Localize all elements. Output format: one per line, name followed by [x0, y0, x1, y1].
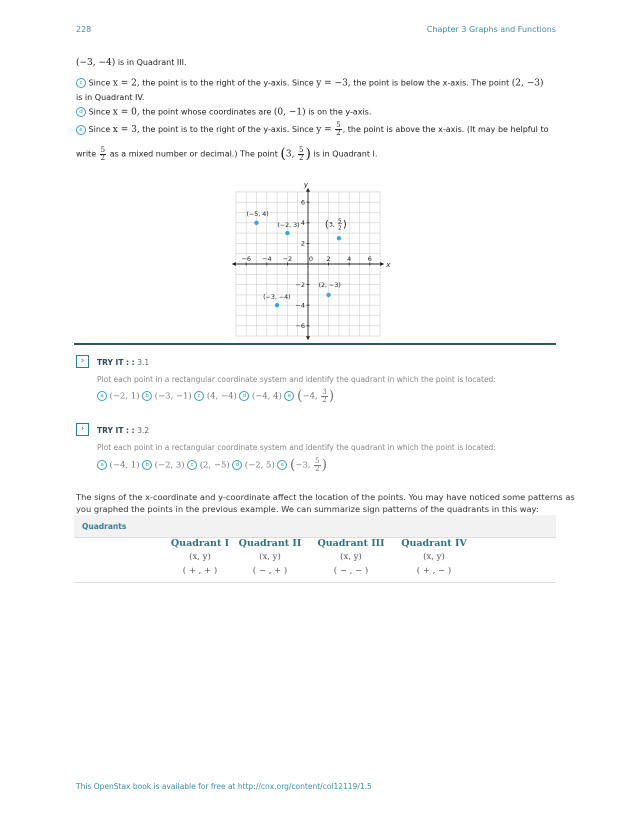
fraction-numerator: 5 — [315, 456, 320, 465]
marker-e-icon: e — [284, 391, 294, 401]
fraction-denominator: 2 — [322, 395, 327, 404]
try-it-number: 3.2 — [137, 426, 150, 435]
graph-point — [285, 231, 289, 235]
footer-text: This OpenStax book is available for free at http://cnx.org/content/col12119/1.5 — [76, 782, 372, 791]
solution-text: is on the y-axis. — [308, 107, 372, 117]
try-it-label — [97, 426, 149, 435]
solution-text: the point is below the x-axis. The point — [353, 78, 510, 88]
y-tick-label: 6 — [300, 198, 305, 207]
quadrant-coords: (x, y) — [259, 552, 281, 562]
point-label-x: 3, — [328, 221, 335, 229]
fraction-denominator: 2 — [100, 153, 106, 162]
marker-a-icon: a — [97, 391, 107, 401]
quadrant-coords: (x, y) — [189, 552, 211, 562]
x-axis-arrow-icon — [232, 262, 236, 266]
quadrants-table-title: Quadrants — [82, 522, 127, 531]
y-tick-label: 2 — [300, 239, 305, 248]
solution-text: is in Quadrant I. — [313, 149, 378, 159]
solution-d-line — [76, 107, 371, 118]
x-tick-label: −4 — [262, 255, 272, 263]
solution-text: the point is to the right of the y-axis. Since — [142, 125, 314, 134]
solution-text: write — [76, 149, 97, 159]
try-item-value: (−3, −1) — [154, 391, 192, 402]
try-item-value: (−4, 1) — [109, 460, 140, 471]
try-item-value: (−2, 3) — [154, 460, 185, 471]
fraction — [100, 147, 106, 162]
try-it-title: TRY IT : : — [97, 426, 135, 435]
math-expression: x = 0, — [112, 107, 140, 118]
solution-c-line-1 — [76, 78, 544, 89]
quadrant-header: Quadrant III — [317, 538, 385, 549]
point-label: (−2, 3) — [277, 222, 300, 230]
fraction-numerator: 3 — [322, 387, 327, 396]
fraction — [298, 147, 304, 162]
quadrant-signs: ( + , − ) — [416, 566, 452, 576]
try-it-items: a (−2, 1) b (−3, −1) c (4, −4) d (−4, 4) e (−4, $\frac{3}{2}$ ) — [97, 388, 334, 404]
x-tick-label: −6 — [241, 255, 251, 263]
quadrant-column-4 — [393, 538, 475, 576]
fraction — [321, 389, 327, 404]
x-tick-label: 4 — [347, 255, 352, 263]
marker-e-icon: e — [76, 125, 86, 135]
marker-c-icon: c — [187, 460, 197, 470]
solution-c-line-2 — [76, 93, 144, 102]
marker-e-icon: e — [277, 460, 287, 470]
solution-e-line-1 — [76, 122, 548, 137]
solution-line-1 — [76, 58, 187, 68]
try-item-value: (2, −5) — [199, 460, 230, 471]
point-label-numerator: 5 — [338, 218, 342, 225]
marker-c-icon: c — [76, 78, 86, 88]
math-expression: y = −3, — [316, 78, 351, 89]
x-tick-label: 0 — [308, 255, 314, 263]
quadrant-column-1 — [160, 538, 240, 576]
fraction-numerator: 5 — [336, 121, 341, 129]
fraction-numerator: 5 — [299, 145, 304, 154]
try-it-chevron-icon[interactable]: › — [76, 355, 89, 368]
try-it-question: Plot each point in a rectangular coordinate system and identify the quadrant in which the point is located: — [97, 375, 496, 384]
quadrant-signs: ( + , + ) — [182, 566, 218, 576]
chapter-title: Chapter 3 Graphs and Functions — [426, 25, 556, 34]
solution-text: is in Quadrant IV. — [76, 93, 145, 102]
x-axis-arrow-icon — [380, 262, 384, 266]
paragraph-line: The signs of the x-coordinate and y-coordinate affect the location of the points. You may have noticed some patterns as — [76, 492, 575, 502]
try-item-value: (−2, 1) — [109, 391, 140, 402]
try-item-value: −3, — [295, 460, 311, 471]
quadrant-column-3 — [310, 538, 392, 576]
point-label-paren: ) — [342, 219, 347, 231]
math-expression: 3, — [285, 149, 295, 160]
fraction-denominator: 2 — [336, 129, 341, 137]
y-tick-label: −6 — [295, 322, 305, 331]
paragraph-line: you graphed the points in the previous example. We can summarize sign patterns of the quadrants in this way: — [76, 504, 539, 514]
quadrant-coords: (x, y) — [340, 552, 362, 562]
solution-text: as a mixed number or decimal.) The point — [109, 149, 278, 159]
solution-text: the point whose coordinates are — [142, 107, 272, 117]
x-axis-label: x — [386, 261, 391, 269]
math-expression: x = 3, — [112, 125, 140, 135]
marker-a-icon: a — [97, 460, 107, 470]
solution-e-line-2: write $\frac{5}{2}$ as a mixed number or decimal.) The point (3, $\frac{5}{2}$ ) is in Quadrant I. — [76, 145, 378, 162]
solution-text: Since — [88, 125, 111, 134]
summary-paragraph — [76, 491, 575, 515]
x-tick-label: −2 — [282, 255, 293, 263]
y-tick-label: −4 — [295, 301, 305, 310]
point-label — [325, 218, 347, 231]
point-label: (2, −3) — [318, 281, 341, 289]
try-it-number: 3.1 — [137, 358, 150, 367]
try-item-value: −4, — [302, 391, 318, 402]
y-axis-arrow-icon — [306, 336, 310, 340]
marker-d-icon: d — [76, 107, 86, 117]
page-number: 228 — [76, 25, 92, 34]
try-item-value: (4, −4) — [206, 391, 237, 402]
point-label-paren: ( — [324, 219, 329, 231]
point-label: (−3, −4) — [263, 294, 291, 302]
fraction-denominator: 2 — [315, 464, 320, 473]
solution-text: , the point is above the x-axis. (It may be helpful to — [342, 125, 549, 134]
math-expression: y = — [316, 125, 332, 135]
fraction — [314, 458, 320, 473]
graph-point — [326, 293, 330, 297]
quadrant-header: Quadrant I — [170, 538, 230, 549]
quadrant-column-2 — [230, 538, 310, 576]
try-item-value: (−2, 5) — [244, 460, 275, 471]
try-it-items: a (−4, 1) b (−2, 3) c (2, −5) d (−2, 5) e (−3, $\frac{5}{2}$ ) — [97, 457, 327, 473]
coordinate-graph — [230, 170, 400, 340]
solution-text: the point is to the right of the y-axis. Since — [142, 78, 314, 88]
math-expression: x = 2, — [112, 78, 140, 89]
solution-text: is in Quadrant III. — [117, 58, 187, 67]
quadrants-table-header — [74, 515, 556, 537]
fraction-numerator: 5 — [100, 145, 106, 154]
try-item-value: (−4, 4) — [251, 391, 282, 402]
x-tick-label: 6 — [367, 255, 372, 263]
fraction — [335, 122, 341, 137]
table-divider — [74, 582, 556, 583]
try-it-label — [97, 358, 149, 367]
marker-b-icon: b — [142, 391, 152, 401]
try-it-question: Plot each point in a rectangular coordinate system and identify the quadrant in which the point is located: — [97, 443, 496, 452]
try-it-title: TRY IT : : — [97, 358, 135, 367]
marker-d-icon: d — [239, 391, 249, 401]
quadrant-header: Quadrant II — [238, 538, 302, 549]
math-point: (2, −3) — [511, 78, 544, 89]
quadrant-signs: ( − , − ) — [333, 566, 369, 576]
graph-point — [337, 236, 341, 240]
y-tick-label: −2 — [295, 280, 305, 289]
solution-text: Since — [88, 78, 111, 88]
point-label: (−5, 4) — [246, 210, 269, 218]
math-point: (0, −1) — [273, 107, 306, 118]
graph-point — [254, 221, 258, 225]
quadrant-signs: ( − , + ) — [252, 566, 288, 576]
quadrant-header: Quadrant IV — [401, 538, 467, 549]
y-tick-label: 4 — [300, 219, 305, 228]
quadrant-coords: (x, y) — [423, 552, 445, 562]
fraction-denominator: 2 — [299, 153, 304, 162]
x-tick-label: 2 — [326, 255, 331, 263]
math-point: (−3, −4) — [76, 58, 116, 68]
section-divider — [74, 343, 556, 345]
y-axis-label: y — [303, 180, 309, 189]
point-label-denominator: 2 — [338, 225, 342, 232]
marker-d-icon: d — [232, 460, 242, 470]
graph-point — [275, 303, 279, 307]
marker-b-icon: b — [142, 460, 152, 470]
try-it-chevron-icon[interactable]: › — [76, 423, 89, 436]
solution-text: Since — [88, 107, 111, 117]
marker-c-icon: c — [194, 391, 204, 401]
